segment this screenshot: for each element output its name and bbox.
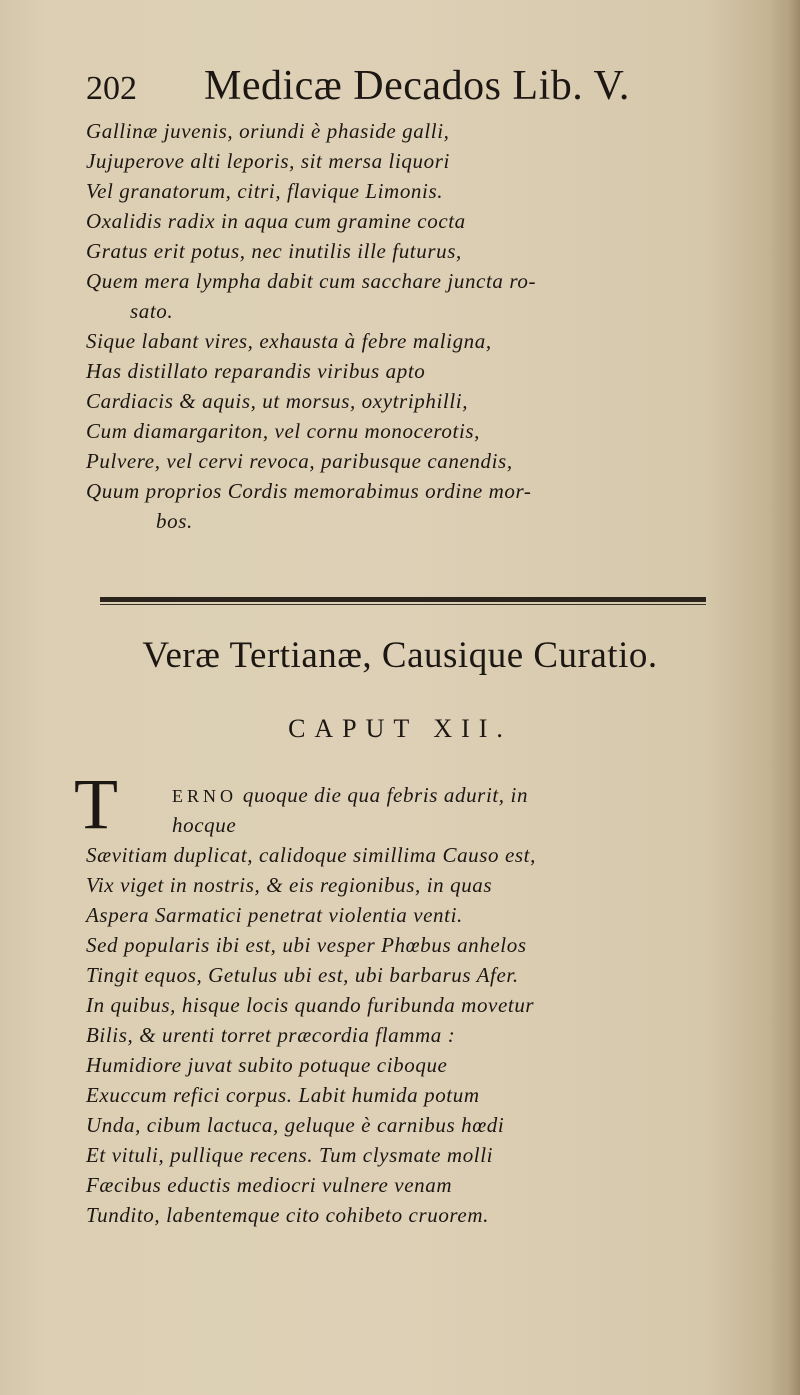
- page-edge: [786, 0, 800, 1395]
- verse-line-first: [86, 780, 746, 810]
- verse-line: Tingit equos, Getulus ubi est, ubi barbarus Afer.: [86, 963, 519, 987]
- verse-line: Unda, cibum lactuca, geluque è carnibus hœdi: [86, 1113, 505, 1137]
- verse-line: Jujuperove alti leporis, sit mersa liquori: [86, 149, 450, 173]
- section-divider: [100, 597, 706, 602]
- verse-line: Sed popularis ibi est, ubi vesper Phœbus anhelos: [86, 933, 527, 957]
- verse-line: Aspera Sarmatici penetrat violentia venti.: [86, 903, 463, 927]
- verse-line: Fæcibus eductis mediocri vulnere venam: [86, 1173, 453, 1197]
- verse-line: Quum proprios Cordis memorabimus ordine mor-: [86, 479, 532, 503]
- verse-line: bos.: [156, 509, 193, 533]
- verse-line: In quibus, hisque locis quando furibunda movetur: [86, 993, 535, 1017]
- verse-line: Pulvere, vel cervi revoca, paribusque canendis,: [86, 449, 513, 473]
- verse-line: hocque: [172, 813, 237, 837]
- verse-line: Et vituli, pullique recens. Tum clysmate molli: [86, 1143, 494, 1167]
- opening-word: ERNO: [172, 786, 237, 806]
- verse-line: Has distillato reparandis viribus apto: [86, 359, 426, 383]
- verse-line: Tundito, labentemque cito cohibeto cruorem.: [86, 1203, 489, 1227]
- verse-line: Sique labant vires, exhausta à febre maligna,: [86, 329, 492, 353]
- verse-block-top: [86, 116, 746, 536]
- running-title: Medicæ Decados Lib. V.: [204, 63, 630, 109]
- verse-line: Humidiore juvat subito potuque ciboque: [86, 1053, 448, 1077]
- section-title: Veræ Tertianæ, Causique Curatio.: [142, 635, 658, 676]
- page-number: 202: [86, 70, 137, 107]
- verse-line: Exuccum refici corpus. Labit humida potum: [86, 1083, 480, 1107]
- verse-line: Cum diamargariton, vel cornu monocerotis,: [86, 419, 481, 443]
- verse-line: Vix viget in nostris, & eis regionibus, in quas: [86, 873, 493, 897]
- page-header: [86, 62, 686, 118]
- verse-line: sato.: [130, 299, 174, 323]
- verse-line: Sævitiam duplicat, calidoque simillima Causo est,: [86, 843, 536, 867]
- verse-line: Cardiacis & aquis, ut morsus, oxytriphilli,: [86, 389, 469, 413]
- section-divider-thin: [100, 604, 706, 605]
- drop-capital: T: [74, 764, 118, 844]
- verse-line: Vel granatorum, citri, flavique Limonis.: [86, 179, 444, 203]
- verse-line: Bilis, & urenti torret præcordia flamma :: [86, 1023, 456, 1047]
- verse-line: Oxalidis radix in aqua cum gramine cocta: [86, 209, 466, 233]
- verse-line: Gallinæ juvenis, oriundi è phaside galli,: [86, 119, 450, 143]
- verse-block-bottom: [86, 780, 746, 1230]
- opening-line-rest: quoque die qua febris adurit, in: [242, 783, 529, 807]
- verse-line: Gratus erit potus, nec inutilis ille futurus,: [86, 239, 462, 263]
- chapter-heading: CAPUT XII.: [288, 714, 512, 743]
- verse-line: Quem mera lympha dabit cum sacchare juncta ro-: [86, 269, 537, 293]
